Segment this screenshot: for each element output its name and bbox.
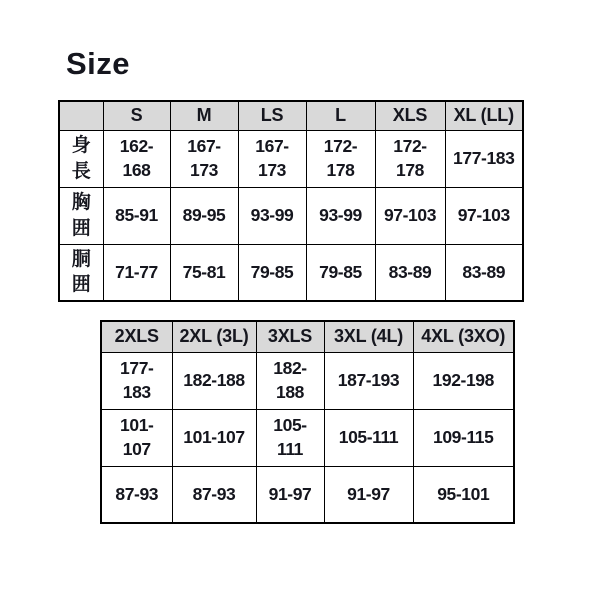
col-header-ls: LS [238, 101, 306, 130]
col-header-2xl-3l: 2XL (3L) [172, 321, 256, 352]
size-value-cell: 172- 178 [306, 130, 375, 187]
size-value-cell: 97-103 [375, 187, 445, 244]
col-header-s: S [103, 101, 170, 130]
size-value-cell: 89-95 [170, 187, 238, 244]
size-value-cell: 93-99 [238, 187, 306, 244]
col-header-l: L [306, 101, 375, 130]
size-value-cell: 105-111 [324, 409, 413, 466]
size-value-cell: 101-107 [172, 409, 256, 466]
col-header-3xl-4l: 3XL (4L) [324, 321, 413, 352]
header-row [59, 101, 523, 130]
size-value-cell: 109-115 [413, 409, 514, 466]
extended-size-table-container [100, 320, 515, 524]
size-value-cell: 167- 173 [238, 130, 306, 187]
size-value-cell: 79-85 [306, 244, 375, 301]
header-row [101, 321, 514, 352]
primary-size-table-container [58, 100, 524, 302]
size-value-cell: 101- 107 [101, 409, 172, 466]
size-value-cell: 172- 178 [375, 130, 445, 187]
row-label-chest: 胸 囲 [59, 187, 103, 244]
size-value-cell: 93-99 [306, 187, 375, 244]
size-value-cell: 83-89 [445, 244, 523, 301]
size-value-cell: 105- 111 [256, 409, 324, 466]
size-value-cell: 79-85 [238, 244, 306, 301]
size-value-cell: 87-93 [101, 466, 172, 523]
col-header-2xls: 2XLS [101, 321, 172, 352]
size-value-cell: 162- 168 [103, 130, 170, 187]
primary-size-table [58, 100, 524, 302]
corner-cell [59, 101, 103, 130]
col-header-xl-ll: XL (LL) [445, 101, 523, 130]
waist-row [101, 466, 514, 523]
height-row [59, 130, 523, 187]
col-header-3xls: 3XLS [256, 321, 324, 352]
size-value-cell: 85-91 [103, 187, 170, 244]
row-label-waist: 胴 囲 [59, 244, 103, 301]
size-value-cell: 167- 173 [170, 130, 238, 187]
size-value-cell: 87-93 [172, 466, 256, 523]
size-value-cell: 91-97 [256, 466, 324, 523]
size-value-cell: 182-188 [172, 352, 256, 409]
size-value-cell: 91-97 [324, 466, 413, 523]
col-header-xls: XLS [375, 101, 445, 130]
size-value-cell: 83-89 [375, 244, 445, 301]
size-value-cell: 177- 183 [101, 352, 172, 409]
size-value-cell: 75-81 [170, 244, 238, 301]
height-row [101, 352, 514, 409]
size-value-cell: 95-101 [413, 466, 514, 523]
size-value-cell: 187-193 [324, 352, 413, 409]
size-value-cell: 71-77 [103, 244, 170, 301]
waist-row [59, 244, 523, 301]
size-value-cell: 177-183 [445, 130, 523, 187]
row-label-height: 身 長 [59, 130, 103, 187]
chest-row [59, 187, 523, 244]
size-value-cell: 182- 188 [256, 352, 324, 409]
col-header-m: M [170, 101, 238, 130]
extended-size-table [100, 320, 515, 524]
chest-row [101, 409, 514, 466]
col-header-4xl-3xo: 4XL (3XO) [413, 321, 514, 352]
size-value-cell: 192-198 [413, 352, 514, 409]
size-value-cell: 97-103 [445, 187, 523, 244]
page-title: Size [66, 46, 131, 81]
